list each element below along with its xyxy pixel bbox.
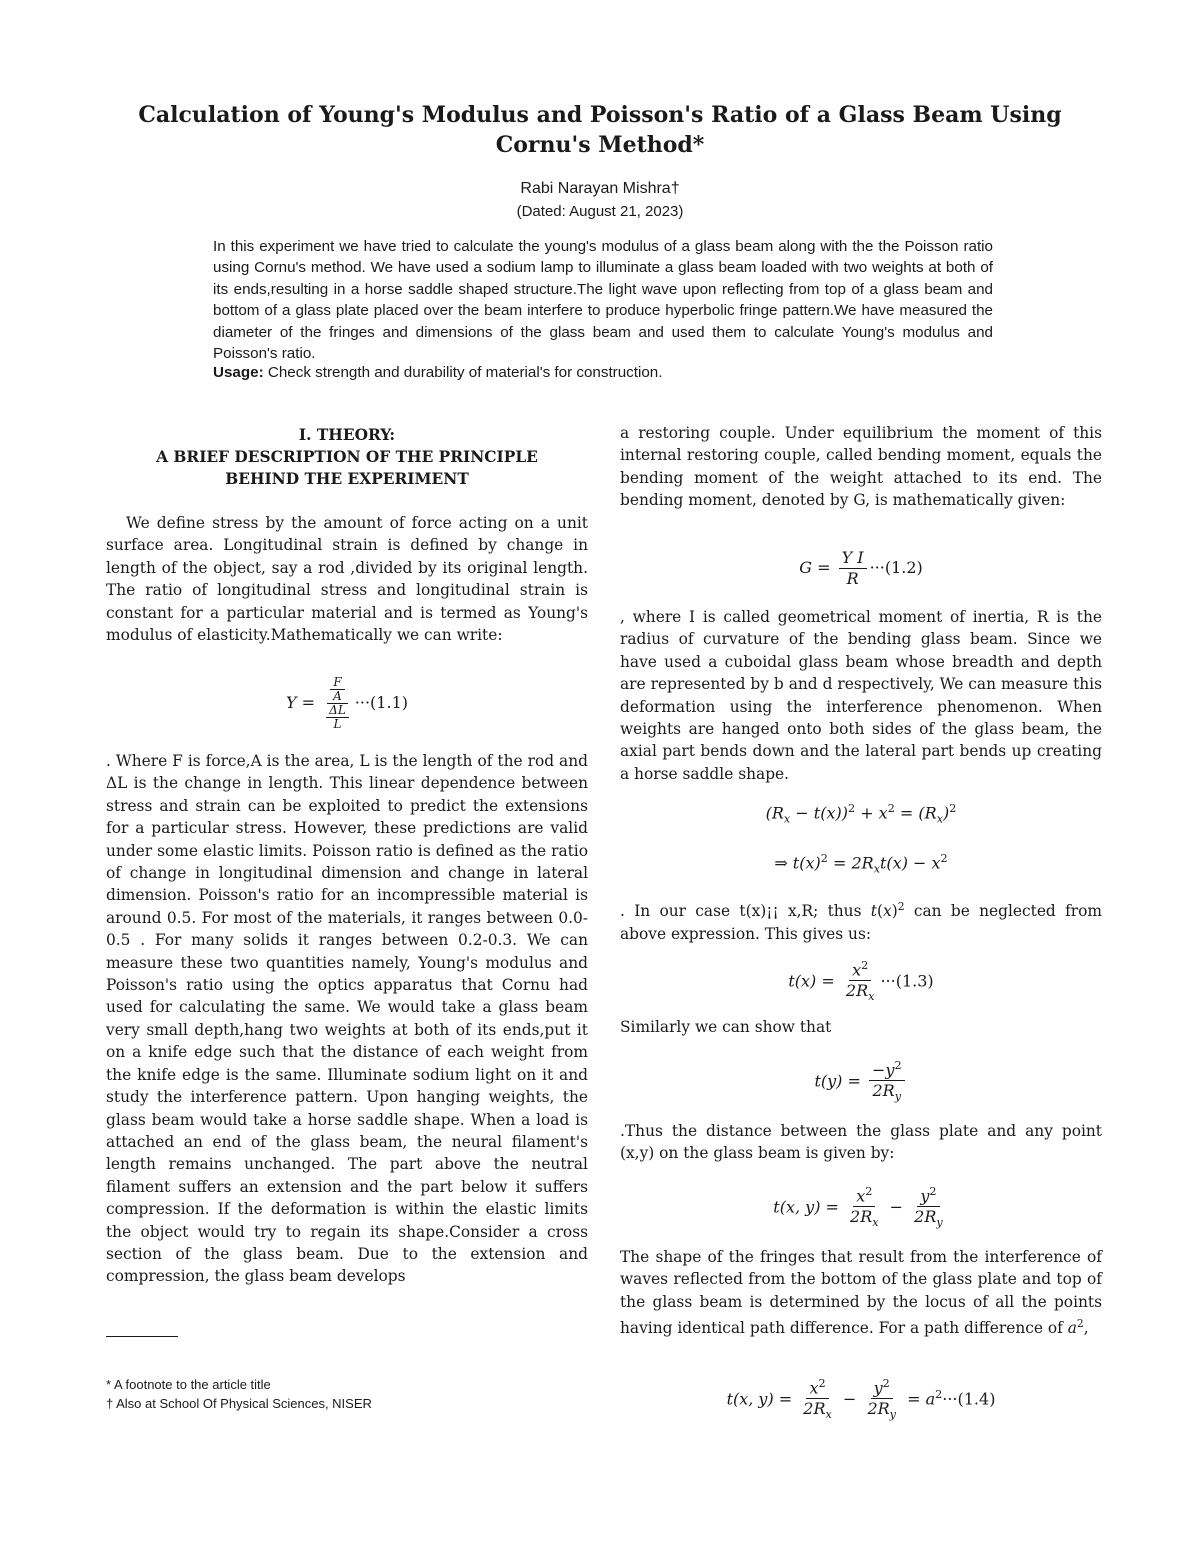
equation-1-1: Y = $\frac{\frac{F}{A}}{\frac{\Delta L}{L}}$ ···(1.1) [286, 675, 408, 731]
equation-1-4-label: ···(1.4) [942, 1389, 996, 1409]
equation-txy: t(x, y) = $\frac{x^2}{2R_x}$ − $\frac{y^2}{2R_y}$ [620, 1182, 1102, 1234]
equation-1-2-label: ···(1.2) [869, 558, 923, 577]
right-paragraph-1: a restoring couple. Under equilibrium the moment of this internal restoring couple, called bending moment, equals the bending moment of the weight attached to its end. The bending moment, denoted by G, is mathematically given: [620, 424, 1102, 510]
equation-1-2: G = $\frac{\text{Y I}}{R}$ ···(1.2) [799, 548, 923, 588]
usage-label: Usage: [213, 364, 264, 381]
equation-1-3: t(x) = $\frac{x^2}{2R_x}$ ···(1.3) [620, 956, 1102, 1008]
section-heading-line1: I. THEORY: [298, 426, 396, 444]
equation-1-3-label: ···(1.3) [880, 971, 934, 991]
date-line: (Dated: August 21, 2023) [516, 203, 684, 220]
right-paragraph-6: The shape of the fringes that result from the interference of waves reflected from the bottom of the glass plate and top of the glass beam is determined by the locus of all the points having identical path difference. For a path difference of $a^2$, [620, 1248, 1102, 1338]
right-paragraph-6-text: The shape of the fringes that result from the interference of waves reflected from the bottom of the glass plate and top of the glass beam is determined by the locus of all the points having identical path difference. For a path difference of [620, 1248, 1102, 1338]
footnote-1: * A footnote to the article title [106, 1377, 271, 1392]
right-paragraph-2: , where I is called geometrical moment of inertia, R is the radius of curvature of the bending glass beam. Since we have used a cuboidal glass beam whose breadth and depth are represented by b and d respectively, We can measure this deformation using the interference phenomenon. When weights are hanged onto both sides of the glass beam, the axial part bends down and the lateral part bends up creating a horse saddle shape. [620, 608, 1102, 783]
right-paragraph-3b: can be neglected from above expression. This gives us: [620, 902, 1102, 943]
equation-saddle: $(R_x - t(x))^2 + x^2 = (R_x)^2$ [765, 802, 957, 826]
usage-line [213, 362, 993, 383]
right-paragraph-4: Similarly we can show that [620, 1018, 832, 1036]
footnote-rule [106, 1336, 178, 1337]
usage-text: Check strength and durability of material's for construction. [263, 364, 663, 381]
section-heading-line2: A BRIEF DESCRIPTION OF THE PRINCIPLE [156, 448, 538, 466]
abstract: In this experiment we have tried to calculate the young's modulus of a glass beam along with the the Poisson ratio using Cornu's method. We have used a sodium lamp to illuminate a glass beam loaded with two weights at both of its ends,resulting in a horse saddle shaped structure.The light wave upon reflecting from top of a glass beam and bottom of a glass plate placed over the beam interfere to produce hyperbolic fringe pattern.We have measured the diameter of the fringes and dimensions of the glass beam and used them to calculate Young's modulus and Poisson's ratio. [213, 238, 993, 363]
left-paragraph-1: We define stress by the amount of force acting on a unit surface area. Longitudinal strain is defined by change in length of the object, say a rod ,divided by its original length. The ratio of longitudinal stress and longitudinal strain is constant for a particular material and is termed as Young's modulus of elasticity.Mathematically we can write: [106, 514, 588, 645]
author-name: Rabi Narayan Mishra† [520, 180, 680, 197]
right-paragraph-3: . In our case t(x)¡¡ x,R; thus $t(x)^2$ can be neglected from above expression. This gives us: [620, 900, 1102, 943]
equation-implies: ⇒ $t(x)^2 = 2R_xt(x) - x^2$ [774, 852, 948, 876]
right-paragraph-3a: . In our case t(x)¡¡ x,R; thus [620, 902, 871, 921]
section-heading [106, 424, 588, 490]
paper-title: Calculation of Young's Modulus and Poisson's Ratio of a Glass Beam Using Cornu's Method* [138, 102, 1062, 158]
left-paragraph-2: . Where F is force,A is the area, L is the length of the rod and ΔL is the change in length. This linear dependence between stress and strain can be exploited to predict the extensions for a particular stress. However, these predictions are valid under some elastic limits. Poisson ratio is defined as the ratio of change in longitudinal dimension and change in lateral dimension. Poisson's ratio for an incompressible material is around 0.5. For most of the materials, it ranges between 0.0-0.5 . For many solids it ranges between 0.2-0.3. We can measure these two quantities namely, Young's modulus and Poisson's ratio using the optics apparatus that Cornu had used for calculating the same. We would take a glass beam very small depth,hang two weights at both of its ends,put it on a knife edge such that the distance of each weight from the knife edge is the same. Illuminate sodium light on it and study the interference pattern. Upon hanging weights, the glass beam would take a horse saddle shape. When a load is attached an end of the glass beam, the neural filament's length remains unchanged. The part above the neutral filament suffers an extension and the part below it suffers compression. If the deformation is within the elastic limits the object would try to regain its shape.Consider a cross section of the glass beam. Due to the extension and compression, the glass beam develops [106, 752, 588, 1286]
equation-ty: t(y) = $\frac{-y^2}{2R_y}$ [620, 1056, 1102, 1108]
equation-1-1-label: ···(1.1) [354, 693, 408, 712]
section-heading-line3: BEHIND THE EXPERIMENT [225, 470, 469, 488]
equation-1-4: t(x, y) = $\frac{x^2}{2R_x}$ − $\frac{y^2}{2R_y}$ = $a^2\cdot\cdot\cdot(1.4)$ [620, 1374, 1102, 1426]
footnote-2: † Also at School Of Physical Sciences, NISER [106, 1396, 372, 1411]
right-paragraph-5: .Thus the distance between the glass plate and any point (x,y) on the glass beam is given by: [620, 1122, 1102, 1163]
fraction: $\frac{\frac{F}{A}}{\frac{\Delta L}{L}}$ [323, 676, 352, 731]
